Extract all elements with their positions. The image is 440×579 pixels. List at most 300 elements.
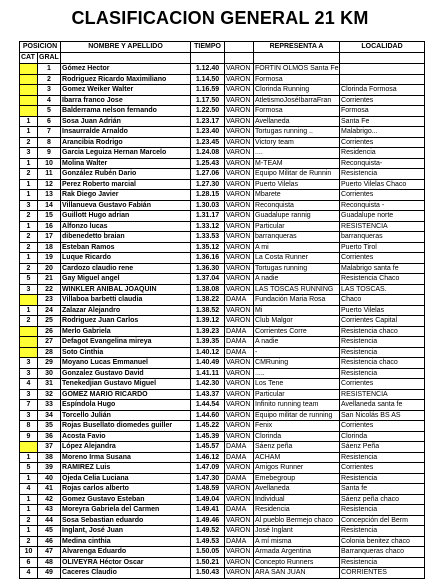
table-row bbox=[20, 494, 425, 505]
time-cell: 1.47.30 bbox=[191, 473, 225, 484]
team-cell: Clorinda bbox=[254, 431, 340, 442]
general-position-cell: 17 bbox=[38, 232, 61, 243]
time-cell: 1.30.03 bbox=[191, 200, 225, 211]
time-cell: 1.28.15 bbox=[191, 190, 225, 201]
time-cell: 1.38.22 bbox=[191, 295, 225, 306]
subheader-row bbox=[20, 53, 425, 64]
time-cell: 1.40.49 bbox=[191, 358, 225, 369]
runner-name-cell: Rak Diego Javier bbox=[61, 190, 191, 201]
runner-name-cell: OLIVEYRA Héctor Oscar bbox=[61, 557, 191, 568]
table-row bbox=[20, 116, 425, 127]
cat-position-cell: 2 bbox=[20, 515, 38, 526]
gender-cell: VARON bbox=[225, 284, 254, 295]
cat-position-cell: 1 bbox=[20, 505, 38, 516]
cat-position-cell: 2 bbox=[20, 316, 38, 327]
team-cell: ARA SAN JUAN bbox=[254, 568, 340, 579]
general-position-cell: 39 bbox=[38, 463, 61, 474]
runner-name-cell: Merlo Gabriela bbox=[61, 326, 191, 337]
general-position-cell: 40 bbox=[38, 473, 61, 484]
time-cell: 1.27.30 bbox=[191, 179, 225, 190]
table-row bbox=[20, 200, 425, 211]
gender-cell: DAMA bbox=[225, 347, 254, 358]
locality-cell: CORRIENTES bbox=[340, 568, 425, 579]
team-cell: Sáenz peña bbox=[254, 442, 340, 453]
general-position-cell: 38 bbox=[38, 452, 61, 463]
subheader-cat: CAT bbox=[20, 53, 38, 64]
general-position-cell: 15 bbox=[38, 211, 61, 222]
team-cell: Equipo militar de running bbox=[254, 410, 340, 421]
runner-name-cell: Sosa Juan Adrián bbox=[61, 116, 191, 127]
cat-position-cell: 10 bbox=[20, 547, 38, 558]
locality-cell bbox=[340, 74, 425, 85]
time-cell: 1.38.08 bbox=[191, 284, 225, 295]
subheader-empty bbox=[225, 53, 254, 64]
team-cell: Guadalupe rannig bbox=[254, 211, 340, 222]
general-position-cell: 13 bbox=[38, 190, 61, 201]
cat-position-cell: 3 bbox=[20, 410, 38, 421]
team-cell: Equipo Militar de Runnin bbox=[254, 169, 340, 180]
team-cell: CMRuning bbox=[254, 358, 340, 369]
runner-name-cell: Rojas carlos alberto bbox=[61, 484, 191, 495]
team-cell: Avellaneda bbox=[254, 484, 340, 495]
time-cell: 1.39.12 bbox=[191, 316, 225, 327]
table-row bbox=[20, 568, 425, 579]
general-position-cell: 7 bbox=[38, 127, 61, 138]
time-cell: 1.23.40 bbox=[191, 127, 225, 138]
gender-cell: DAMA bbox=[225, 536, 254, 547]
locality-cell: Resistencia bbox=[340, 473, 425, 484]
table-row bbox=[20, 379, 425, 390]
cat-position-cell: 2 bbox=[20, 242, 38, 253]
gender-cell: VARON bbox=[225, 148, 254, 159]
runner-name-cell: Soto Cinthia bbox=[61, 347, 191, 358]
locality-cell: Malabrigo... bbox=[340, 127, 425, 138]
locality-cell: Corrientes bbox=[340, 421, 425, 432]
general-position-cell: 37 bbox=[38, 442, 61, 453]
general-position-cell: 11 bbox=[38, 169, 61, 180]
time-cell: 1.25.43 bbox=[191, 158, 225, 169]
locality-cell: RESISTENCIA bbox=[340, 389, 425, 400]
table-row bbox=[20, 515, 425, 526]
cat-position-cell: 4 bbox=[20, 568, 38, 579]
table-row bbox=[20, 368, 425, 379]
general-position-cell: 14 bbox=[38, 200, 61, 211]
team-cell: Fenix bbox=[254, 421, 340, 432]
time-cell: 1.44.60 bbox=[191, 410, 225, 421]
gender-cell: VARON bbox=[225, 242, 254, 253]
team-cell: Emebegroup bbox=[254, 473, 340, 484]
runner-name-cell: Gonzalez Gustavo David bbox=[61, 368, 191, 379]
cat-position-cell bbox=[20, 106, 38, 117]
general-position-cell: 3 bbox=[38, 85, 61, 96]
locality-cell: Corrientes bbox=[340, 379, 425, 390]
locality-cell: Barranqueras chaco bbox=[340, 547, 425, 558]
general-position-cell: 8 bbox=[38, 137, 61, 148]
locality-cell: Clorinda bbox=[340, 431, 425, 442]
gender-cell: DAMA bbox=[225, 505, 254, 516]
runner-name-cell: Cardozo claudio rene bbox=[61, 263, 191, 274]
time-cell: 1.39.35 bbox=[191, 337, 225, 348]
runner-name-cell: Guillott Hugo adrian bbox=[61, 211, 191, 222]
runner-name-cell: Villanueva Gustavo Fabián bbox=[61, 200, 191, 211]
table-row bbox=[20, 547, 425, 558]
table-row bbox=[20, 274, 425, 285]
team-cell: Armada Argentina bbox=[254, 547, 340, 558]
gender-cell: VARON bbox=[225, 463, 254, 474]
team-cell: .... bbox=[254, 148, 340, 159]
time-cell: 1.49.46 bbox=[191, 515, 225, 526]
general-position-cell: 45 bbox=[38, 526, 61, 537]
gender-cell: VARON bbox=[225, 221, 254, 232]
locality-cell: Corrientes bbox=[340, 137, 425, 148]
team-cell: Club Malgor bbox=[254, 316, 340, 327]
team-cell: Clorinda Running bbox=[254, 85, 340, 96]
cat-position-cell: 1 bbox=[20, 526, 38, 537]
time-cell: 1.48.59 bbox=[191, 484, 225, 495]
general-position-cell: 2 bbox=[38, 74, 61, 85]
cat-position-cell: 3 bbox=[20, 200, 38, 211]
general-position-cell: 49 bbox=[38, 568, 61, 579]
general-position-cell: 10 bbox=[38, 158, 61, 169]
cat-position-cell bbox=[20, 95, 38, 106]
time-cell: 1.37.04 bbox=[191, 274, 225, 285]
table-row bbox=[20, 221, 425, 232]
team-cell: A mí misma bbox=[254, 536, 340, 547]
team-cell: José Inglant bbox=[254, 526, 340, 537]
gender-cell: VARON bbox=[225, 305, 254, 316]
header-represents: REPRESENTA A bbox=[254, 42, 340, 53]
table-row bbox=[20, 431, 425, 442]
team-cell: Avellaneda bbox=[254, 116, 340, 127]
locality-cell: Reconquista - bbox=[340, 200, 425, 211]
time-cell: 1.43.37 bbox=[191, 389, 225, 400]
general-position-cell: 1 bbox=[38, 64, 61, 75]
table-row bbox=[20, 211, 425, 222]
gender-cell: VARON bbox=[225, 389, 254, 400]
locality-cell: Residencia bbox=[340, 148, 425, 159]
locality-cell: Corrientes bbox=[340, 253, 425, 264]
general-position-cell: 43 bbox=[38, 505, 61, 516]
team-cell: Al pueblo Bermejo chaco bbox=[254, 515, 340, 526]
cat-position-cell: 1 bbox=[20, 494, 38, 505]
team-cell: Tortugas running .. bbox=[254, 127, 340, 138]
time-cell: 1.49.41 bbox=[191, 505, 225, 516]
locality-cell: Resistencia bbox=[340, 347, 425, 358]
table-row bbox=[20, 284, 425, 295]
cat-position-cell bbox=[20, 337, 38, 348]
cat-position-cell: 6 bbox=[20, 557, 38, 568]
table-row bbox=[20, 137, 425, 148]
gender-cell: VARON bbox=[225, 116, 254, 127]
gender-cell: VARON bbox=[225, 127, 254, 138]
general-position-cell: 31 bbox=[38, 379, 61, 390]
team-cell: LAS TOSCAS RUNNING bbox=[254, 284, 340, 295]
cat-position-cell: 2 bbox=[20, 169, 38, 180]
gender-cell: VARON bbox=[225, 85, 254, 96]
gender-cell: VARON bbox=[225, 526, 254, 537]
locality-cell bbox=[340, 64, 425, 75]
locality-cell: Malabrigo santa fe bbox=[340, 263, 425, 274]
table-row bbox=[20, 106, 425, 117]
general-position-cell: 28 bbox=[38, 347, 61, 358]
general-position-cell: 35 bbox=[38, 421, 61, 432]
team-cell: Amigos Runner bbox=[254, 463, 340, 474]
team-cell: Tortugas running bbox=[254, 263, 340, 274]
cat-position-cell: 1 bbox=[20, 158, 38, 169]
general-position-cell: 12 bbox=[38, 179, 61, 190]
cat-position-cell: 4 bbox=[20, 484, 38, 495]
time-cell: 1.50.05 bbox=[191, 547, 225, 558]
cat-position-cell: 9 bbox=[20, 431, 38, 442]
table-row bbox=[20, 473, 425, 484]
time-cell: 1.40.12 bbox=[191, 347, 225, 358]
runner-name-cell: Zalazar Alejandro bbox=[61, 305, 191, 316]
gender-cell: VARON bbox=[225, 137, 254, 148]
gender-cell: VARON bbox=[225, 379, 254, 390]
time-cell: 1.45.22 bbox=[191, 421, 225, 432]
general-position-cell: 48 bbox=[38, 557, 61, 568]
table-row bbox=[20, 232, 425, 243]
runner-name-cell: López Alejandra bbox=[61, 442, 191, 453]
gender-cell: VARON bbox=[225, 316, 254, 327]
general-position-cell: 32 bbox=[38, 389, 61, 400]
team-cell: Residencia bbox=[254, 505, 340, 516]
runner-name-cell: González Rubén Dario bbox=[61, 169, 191, 180]
general-position-cell: 34 bbox=[38, 410, 61, 421]
general-position-cell: 41 bbox=[38, 484, 61, 495]
general-position-cell: 36 bbox=[38, 431, 61, 442]
team-cell: Reconquista bbox=[254, 200, 340, 211]
time-cell: 1.12.40 bbox=[191, 64, 225, 75]
time-cell: 1.49.53 bbox=[191, 536, 225, 547]
runner-name-cell: Caceres Claudio bbox=[61, 568, 191, 579]
runner-name-cell: Molina Walter bbox=[61, 158, 191, 169]
runner-name-cell: Medina cinthia bbox=[61, 536, 191, 547]
locality-cell: San Nicolás BS AS bbox=[340, 410, 425, 421]
time-cell: 1.23.17 bbox=[191, 116, 225, 127]
table-row bbox=[20, 410, 425, 421]
gender-cell: VARON bbox=[225, 158, 254, 169]
gender-cell: VARON bbox=[225, 547, 254, 558]
cat-position-cell bbox=[20, 74, 38, 85]
time-cell: 1.50.43 bbox=[191, 568, 225, 579]
header-row bbox=[20, 42, 425, 53]
runner-name-cell: RAMIREZ Luis bbox=[61, 463, 191, 474]
runner-name-cell: Balderrama nelson fernando bbox=[61, 106, 191, 117]
locality-cell: Resistencia bbox=[340, 337, 425, 348]
runner-name-cell: Inglant, José Juan bbox=[61, 526, 191, 537]
team-cell: La Costa Runner bbox=[254, 253, 340, 264]
locality-cell: Resistencia bbox=[340, 452, 425, 463]
subheader-empty bbox=[340, 53, 425, 64]
runner-name-cell: Villaboa barbetti claudia bbox=[61, 295, 191, 306]
runner-name-cell: Gomez Gustavo Esteban bbox=[61, 494, 191, 505]
time-cell: 1.46.12 bbox=[191, 452, 225, 463]
cat-position-cell: 5 bbox=[20, 274, 38, 285]
table-row bbox=[20, 242, 425, 253]
locality-cell: Santa Fe bbox=[340, 116, 425, 127]
time-cell: 1.42.30 bbox=[191, 379, 225, 390]
cat-position-cell bbox=[20, 442, 38, 453]
time-cell: 1.23.45 bbox=[191, 137, 225, 148]
team-cell: Los Tene bbox=[254, 379, 340, 390]
cat-position-cell: 1 bbox=[20, 116, 38, 127]
team-cell: barranqueras bbox=[254, 232, 340, 243]
runner-name-cell: Ibarra franco Jose bbox=[61, 95, 191, 106]
time-cell: 1.49.04 bbox=[191, 494, 225, 505]
runner-name-cell: Torcello Julián bbox=[61, 410, 191, 421]
runner-name-cell: Gomez Weiker Walter bbox=[61, 85, 191, 96]
locality-cell: Colonia benitez chaco bbox=[340, 536, 425, 547]
runner-name-cell: Rodriguez Ricardo Maximiliano bbox=[61, 74, 191, 85]
table-row bbox=[20, 484, 425, 495]
header-name: NOMBRE Y APELLIDO bbox=[61, 42, 191, 53]
cat-position-cell: 3 bbox=[20, 148, 38, 159]
header-gender bbox=[225, 42, 254, 53]
runner-name-cell: Alvarenga Eduardo bbox=[61, 547, 191, 558]
team-cell: FORTIN OLMOS Santa Fe bbox=[255, 65, 339, 72]
cat-position-cell: 2 bbox=[20, 211, 38, 222]
gender-cell: VARON bbox=[225, 200, 254, 211]
general-position-cell: 24 bbox=[38, 305, 61, 316]
gender-cell: VARON bbox=[225, 179, 254, 190]
team-cell: ..... bbox=[254, 368, 340, 379]
runner-name-cell: WINKLER ANIBAL JOAQUIN bbox=[61, 284, 191, 295]
time-cell: 1.33.12 bbox=[191, 221, 225, 232]
locality-cell: barranqueras bbox=[340, 232, 425, 243]
team-cell: Mbarete bbox=[254, 190, 340, 201]
gender-cell: DAMA bbox=[225, 337, 254, 348]
locality-cell: Formosa bbox=[340, 106, 425, 117]
locality-cell: Resistencia chaco bbox=[340, 326, 425, 337]
cat-position-cell: 4 bbox=[20, 379, 38, 390]
team-cell: Formosa bbox=[254, 106, 340, 117]
subheader-empty bbox=[254, 53, 340, 64]
team-cell: - bbox=[254, 347, 340, 358]
gender-cell: VARON bbox=[225, 484, 254, 495]
runner-name-cell: Sosa Sebastian eduardo bbox=[61, 515, 191, 526]
locality-cell: Resistencia bbox=[340, 505, 425, 516]
locality-cell: Concepción del Berm bbox=[340, 515, 425, 526]
gender-cell: VARON bbox=[225, 410, 254, 421]
cat-position-cell: 1 bbox=[20, 473, 38, 484]
table-row bbox=[20, 389, 425, 400]
locality-cell: Resistencia bbox=[340, 526, 425, 537]
gender-cell: VARON bbox=[225, 232, 254, 243]
team-cell: ACHAM bbox=[254, 452, 340, 463]
runner-name-cell: Gay Miguel angel bbox=[61, 274, 191, 285]
table-row bbox=[20, 95, 425, 106]
general-position-cell: 33 bbox=[38, 400, 61, 411]
runner-name-cell: Tenekedjian Gustavo Miguel bbox=[61, 379, 191, 390]
time-cell: 1.24.08 bbox=[191, 148, 225, 159]
cat-position-cell: 2 bbox=[20, 536, 38, 547]
gender-cell: VARON bbox=[225, 431, 254, 442]
cat-position-cell: 8 bbox=[20, 421, 38, 432]
general-position-cell: 30 bbox=[38, 368, 61, 379]
team-cell: Corrientes Corre bbox=[254, 326, 340, 337]
table-row bbox=[20, 536, 425, 547]
time-cell: 1.49.52 bbox=[191, 526, 225, 537]
cat-position-cell: 1 bbox=[20, 190, 38, 201]
runner-name-cell: Espíndola Hugo bbox=[61, 400, 191, 411]
gender-cell: VARON bbox=[225, 169, 254, 180]
locality-cell: Resistencia bbox=[340, 169, 425, 180]
cat-position-cell: 3 bbox=[20, 389, 38, 400]
gender-cell: VARON bbox=[225, 400, 254, 411]
table-row bbox=[20, 127, 425, 138]
general-position-cell: 26 bbox=[38, 326, 61, 337]
team-cell: Puerto Vilelas bbox=[254, 179, 340, 190]
table-row bbox=[20, 263, 425, 274]
time-cell: 1.31.17 bbox=[191, 211, 225, 222]
gender-cell: DAMA bbox=[225, 473, 254, 484]
general-position-cell: 20 bbox=[38, 263, 61, 274]
page-title: CLASIFICACION GENERAL 21 KM bbox=[71, 8, 369, 28]
results-body bbox=[20, 64, 425, 579]
team-cell: Victory team bbox=[254, 137, 340, 148]
runner-name-cell: Alfonzo lucas bbox=[61, 221, 191, 232]
general-position-cell: 21 bbox=[38, 274, 61, 285]
table-row bbox=[20, 179, 425, 190]
time-cell: 1.16.59 bbox=[191, 85, 225, 96]
gender-cell: DAMA bbox=[225, 442, 254, 453]
gender-cell: VARON bbox=[225, 274, 254, 285]
cat-position-cell: 1 bbox=[20, 305, 38, 316]
runner-name-cell: GOMEZ MARIO RICARDO bbox=[61, 389, 191, 400]
cat-position-cell: 5 bbox=[20, 463, 38, 474]
gender-cell: VARON bbox=[225, 368, 254, 379]
time-cell: 1.41.11 bbox=[191, 368, 225, 379]
runner-name-cell: Rojas Busellato diomedes guiller bbox=[61, 421, 191, 432]
runner-name-cell: Moreno Irma Susana bbox=[61, 452, 191, 463]
locality-cell: Resistencia Chaco bbox=[340, 274, 425, 285]
runner-name-cell: Acosta Favio bbox=[61, 431, 191, 442]
table-row bbox=[20, 158, 425, 169]
general-position-cell: 27 bbox=[38, 337, 61, 348]
locality-cell: Reconquista- bbox=[340, 158, 425, 169]
time-cell: 1.17.50 bbox=[191, 95, 225, 106]
cat-position-cell: 2 bbox=[20, 263, 38, 274]
runner-name-cell: Esteban Ramos bbox=[61, 242, 191, 253]
time-cell: 1.47.09 bbox=[191, 463, 225, 474]
gender-cell: DAMA bbox=[225, 452, 254, 463]
time-cell: 1.14.50 bbox=[191, 74, 225, 85]
cat-position-cell: 3 bbox=[20, 284, 38, 295]
locality-cell: Resistencia bbox=[340, 368, 425, 379]
gender-cell: VARON bbox=[225, 358, 254, 369]
runner-name-cell: dibenedetto braian bbox=[61, 232, 191, 243]
general-position-cell: 4 bbox=[38, 95, 61, 106]
locality-cell: Clorinda Formosa bbox=[340, 85, 425, 96]
time-cell: 1.35.12 bbox=[191, 242, 225, 253]
time-cell: 1.39.23 bbox=[191, 326, 225, 337]
table-row bbox=[20, 190, 425, 201]
locality-cell: Resistencia bbox=[340, 557, 425, 568]
runner-name-cell: Gómez Hector bbox=[61, 64, 191, 75]
cat-position-cell: 1 bbox=[20, 179, 38, 190]
table-row bbox=[20, 148, 425, 159]
table-row bbox=[20, 421, 425, 432]
locality-cell: Puerto Vilelas Chaco bbox=[340, 179, 425, 190]
runner-name-cell: Ojeda Celia Luciana bbox=[61, 473, 191, 484]
general-position-cell: 19 bbox=[38, 253, 61, 264]
locality-cell: Corrientes Capital bbox=[340, 316, 425, 327]
header-position: POSICION bbox=[20, 42, 61, 53]
team-cell: Formosa bbox=[254, 74, 340, 85]
table-row bbox=[20, 347, 425, 358]
locality-cell: Chaco bbox=[340, 295, 425, 306]
